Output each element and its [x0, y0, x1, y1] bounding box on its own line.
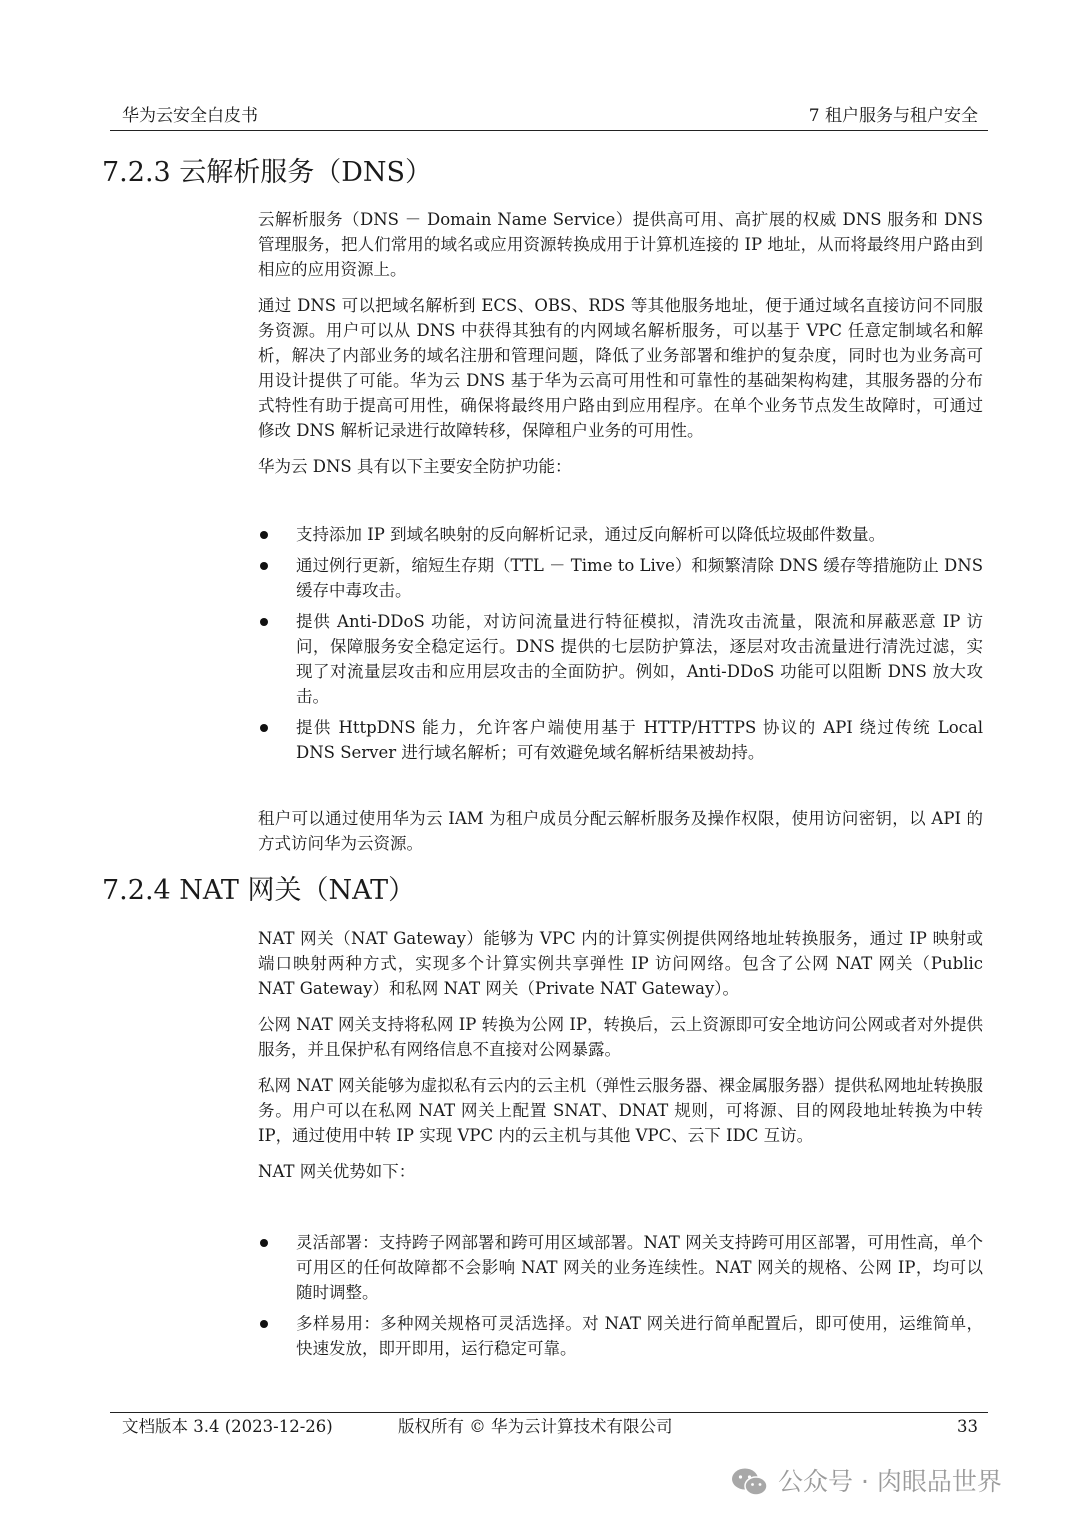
nat-advantage-list: [258, 1230, 983, 1361]
bullet-icon: [260, 724, 268, 732]
wechat-icon: [730, 1467, 770, 1497]
list-item: [258, 553, 983, 603]
watermark: [730, 1464, 1002, 1500]
paragraph: NAT 网关优势如下：: [258, 1162, 416, 1181]
page-number: 33: [957, 1417, 978, 1436]
list-item-text: 支持添加 IP 到域名映射的反向解析记录，通过反向解析可以降低垃圾邮件数量。: [296, 525, 886, 544]
header-doc-title: 华为云安全白皮书: [122, 106, 258, 126]
bullet-icon: [260, 562, 268, 570]
page-footer: [110, 1412, 988, 1439]
bullet-icon: [260, 1239, 268, 1247]
list-item-text: 灵活部署：支持跨子网部署和跨可用区域部署。NAT 网关支持跨可用区部署，可用性高，单个可用区的任何故障都不会影响 NAT 网关的业务连续性。NAT 网关的规格、公网 IP，均可以随时调整。: [296, 1233, 983, 1302]
list-item: [258, 715, 983, 765]
dns-closing-block: [258, 806, 983, 856]
section-heading-nat: 7.2.4 NAT 网关（NAT）: [102, 875, 416, 906]
nat-intro-block: [258, 926, 983, 1184]
paragraph: 私网 NAT 网关能够为虚拟私有云内的云主机（弹性云服务器、裸金属服务器）提供私网地址转换服务。用户可以在私网 NAT 网关上配置 SNAT、DNAT 规则，可将源、目的网段地址转换为中转 IP，通过使用中转 IP 实现 VPC 内的云主机与其他 VPC、云下 IDC 互访。: [258, 1076, 983, 1145]
paragraph: 租户可以通过使用华为云 IAM 为租户成员分配云解析服务及操作权限，使用访问密钥，以 API 的方式访问华为云资源。: [258, 809, 983, 853]
paragraph: 云解析服务（DNS － Domain Name Service）提供高可用、高扩展的权威 DNS 服务和 DNS 管理服务，把人们常用的域名或应用资源转换成用于计算机连接的 IP 地址，从而将最终用户路由到相应的应用资源上。: [258, 210, 983, 279]
footer-copyright: 版权所有 © 华为云计算技术有限公司: [398, 1417, 673, 1436]
list-item-text: 通过例行更新，缩短生存期（TTL － Time to Live）和频繁清除 DNS 缓存等措施防止 DNS 缓存中毒攻击。: [296, 556, 984, 600]
paragraph: 通过 DNS 可以把域名解析到 ECS、OBS、RDS 等其他服务地址，便于通过域名直接访问不同服务资源。用户可以从 DNS 中获得其独有的内网域名解析服务，可以基于 VPC 任意定制域名和解析，解决了内部业务的域名注册和管理问题，降低了业务部署和维护的复杂度，同时也为业务高可用设计提供了可能。华为云 DNS 基于华为云高可用性和可靠性的基础架构构建，其服务器的分布式特性有助于提高可用性，确保将最终用户路由到应用程序。在单个业务节点发生故障时，可通过修改 DNS 解析记录进行故障转移，保障租户业务的可用性。: [258, 296, 983, 440]
paragraph: NAT 网关（NAT Gateway）能够为 VPC 内的计算实例提供网络地址转换服务，通过 IP 映射或端口映射两种方式，实现多个计算实例共享弹性 IP 访问网络。包含了公网 NAT 网关（Public NAT Gateway）和私网 NAT 网关（Private NAT Gateway）。: [258, 929, 983, 998]
header-chapter-title: 7 租户服务与租户安全: [808, 106, 978, 126]
list-item: [258, 522, 983, 547]
list-item-text: 提供 Anti-DDoS 功能，对访问流量进行特征模拟，清洗攻击流量，限流和屏蔽恶意 IP 访问，保障服务安全稳定运行。DNS 提供的七层防护算法，逐层对攻击流量进行清洗过滤，实现了对流量层攻击和应用层攻击的全面防护。例如，Anti-DDoS 功能可以阻断 DNS 放大攻击。: [296, 612, 983, 706]
section-heading-dns: 7.2.3 云解析服务（DNS）: [102, 157, 433, 188]
dns-intro-block: [258, 207, 983, 479]
footer-doc-version: 文档版本 3.4 (2023-12-26): [122, 1417, 333, 1436]
bullet-icon: [260, 1320, 268, 1328]
list-item: [258, 1311, 983, 1361]
dns-feature-list: [258, 522, 983, 765]
watermark-text: 公众号 · 肉眼品世界: [778, 1467, 1002, 1496]
bullet-icon: [260, 531, 268, 539]
bullet-icon: [260, 618, 268, 626]
paragraph: 华为云 DNS 具有以下主要安全防护功能：: [258, 457, 572, 476]
list-item-text: 提供 HttpDNS 能力，允许客户端使用基于 HTTP/HTTPS 协议的 API 绕过传统 Local DNS Server 进行域名解析；可有效避免域名解析结果被劫持。: [296, 718, 983, 762]
page-header: [110, 104, 988, 131]
list-item-text: 多样易用：多种网关规格可灵活选择。对 NAT 网关进行简单配置后，即可使用，运维简单，快速发放，即开即用，运行稳定可靠。: [296, 1314, 983, 1358]
list-item: [258, 1230, 983, 1305]
paragraph: 公网 NAT 网关支持将私网 IP 转换为公网 IP，转换后，云上资源即可安全地访问公网或者对外提供服务，并且保护私有网络信息不直接对公网暴露。: [258, 1015, 983, 1059]
list-item: [258, 609, 983, 709]
